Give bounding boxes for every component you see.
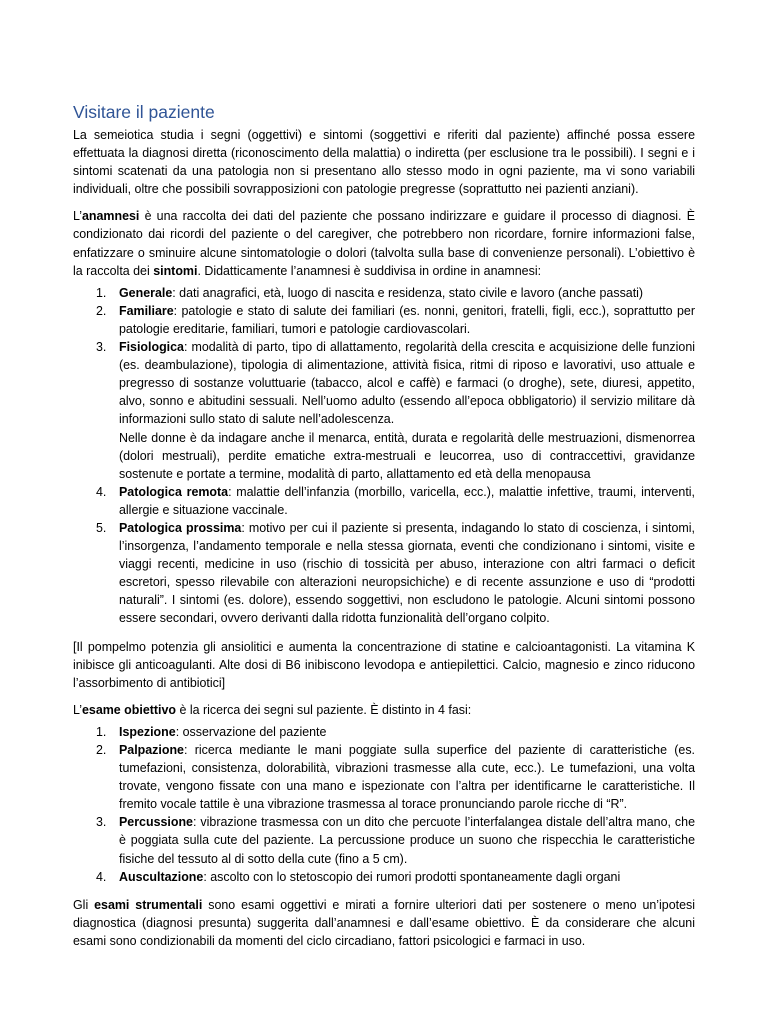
note-paragraph: [Il pompelmo potenzia gli ansiolitici e aumenta la concentrazione di statine e calcioantagonisti. La vitamina K inibisce gli anticoagulanti. Alte dosi di B6 inibiscono levodopa e antiepilettici. Calcio, magnesio e zinco riducono l’assorbimento di antibiotici] bbox=[73, 639, 695, 690]
list-item bbox=[73, 338, 695, 483]
list-item bbox=[73, 284, 695, 302]
list-number: 2. bbox=[96, 743, 107, 757]
anamnesi-mid: è una raccolta dei dati del paziente che possano indirizzare e guidare il processo di diagnosi. È condizionato dai ricordi del paziente o del caregiver, che potrebbero non ricordare, fornire informazioni false, enfatizzare o sminuire alcune sintomatologie o dolori (talvolta sulla base di convenienze personali). L’obiettivo è la raccolta dei bbox=[73, 209, 695, 278]
strumentali-paragraph bbox=[73, 896, 695, 950]
list-number: 4. bbox=[96, 869, 107, 884]
list-item bbox=[73, 519, 695, 628]
list-item bbox=[73, 483, 695, 519]
strumentali-post: sono esami oggettivi e mirati a fornire ulteriori dati per sostenere o meno un’ipotesi diagnostica (diagnosi presunta) suggerita dall’anamnesi e dall’esame obiettivo. È da considerare che alcuni esami sono condizionabili da momenti del ciclo circadiano, fattori psicologici e farmaci in uso. bbox=[73, 897, 695, 948]
list-text: : malattie dell’infanzia (morbillo, varicella, ecc.), malattie infettive, traumi, interventi, allergie e situazione vaccinale. bbox=[119, 484, 695, 517]
list-item bbox=[73, 741, 695, 813]
list-number: 1. bbox=[96, 285, 107, 300]
list-text: : patologie e stato di salute dei familiari (es. nonni, genitori, fratelli, figli, ecc.), soprattutto per patologie ereditarie, familiari, tumori e patologie cardiovascolari. bbox=[119, 303, 695, 336]
list-subparagraph: Nelle donne è da indagare anche il menarca, entità, durata e regolarità delle mestruazioni, dismenorrea (dolori mestruali), perdite ematiche extra-mestruali e leucorrea, uso di contraccettivi, gravidanze sostenute e portate a termine, modalità di parto, allattamento ed età della menopausa bbox=[119, 430, 695, 481]
list-text: : ascolto con lo stetoscopio dei rumori prodotti spontaneamente dagli organi bbox=[203, 869, 621, 884]
list-number: 2. bbox=[96, 303, 107, 318]
anamnesi-list bbox=[73, 284, 695, 628]
list-number: 3. bbox=[96, 340, 107, 355]
list-number: 5. bbox=[96, 520, 107, 535]
list-item bbox=[73, 302, 695, 338]
list-term: Familiare bbox=[119, 303, 174, 318]
anamnesi-term: anamnesi bbox=[82, 209, 140, 224]
list-term: Fisiologica bbox=[119, 340, 184, 355]
list-term: Patologica remota bbox=[119, 484, 229, 499]
list-text: : dati anagrafici, età, luogo di nascita e residenza, stato civile e lavoro (anche passati) bbox=[172, 285, 644, 300]
list-text: : vibrazione trasmessa con un dito che percuote l’interfalangea distale dell’altra mano, che è poggiata sulla cute del paziente. La percussione produce un suono che rispecchia le caratteristiche fisiche del tessuto al di sotto della cute (fino a 5 cm). bbox=[119, 815, 695, 866]
sintomi-term: sintomi bbox=[153, 263, 198, 278]
list-term: Patologica prossima bbox=[119, 520, 242, 535]
esame-pre: L’ bbox=[73, 702, 82, 717]
list-term: Generale bbox=[119, 285, 173, 300]
list-term: Palpazione bbox=[119, 743, 184, 757]
list-item bbox=[73, 813, 695, 867]
strumentali-term: esami strumentali bbox=[94, 897, 203, 912]
list-term: Auscultazione bbox=[119, 869, 204, 884]
anamnesi-post: . Didatticamente l’anamnesi è suddivisa in ordine in anamnesi: bbox=[197, 263, 542, 278]
list-text: : ricerca mediante le mani poggiate sulla superfice del paziente di caratteristiche (es. tumefazioni, consistenza, dolorabilità, vibrazioni trasmesse alla cute, ecc.). Le tumefazioni, una volta trovate, vengono fissate con una mano e ispezionate con l’altra per identificarne le caratteristiche. Il fremito vocale tattile è una vibrazione trasmessa al torace pronunciando parole ricche di “R”. bbox=[119, 743, 695, 812]
anamnesi-pre: L’ bbox=[73, 209, 82, 224]
page-title: Visitare il paziente bbox=[73, 102, 215, 122]
list-text: : osservazione del paziente bbox=[175, 724, 327, 739]
list-text: : motivo per cui il paziente si presenta, indagando lo stato di coscienza, i sintomi, l’insorgenza, l’andamento temporale e nella stessa giornata, eventi che condizionano i sintomi, visite e viaggi recenti, medicine in uso (rischio di tossicità per abuso, interazione con altri farmaci o deficit escretori, spesso rilevabile con alterazioni neuropsichiche) e di recente assunzione e uso di “prodotti naturali”. I sintomi (es. dolore), essendo soggettivi, non escludono le patologie. Alcuni sintomi possono essere secondari, ovvero derivanti dalla ridotta funzionalità dell’organo colpito. bbox=[119, 520, 695, 626]
list-text: : modalità di parto, tipo di allattamento, regolarità della crescita e acquisizione delle funzioni (es. deambulazione), tipologia di alimentazione, attività fisica, ritmi di riposo e lavorativi, uso attuale e pregresso di sostanze voluttuarie (tabacco, alcol e caffè) e farmaci (o droghe), sete, diuresi, appetito, alvo, sonno e abitudini sessuali. Nell’uomo adulto (essendo all’epoca obbligatorio) il servizio militare dà informazioni sullo stato di salute nell’adolescenza. bbox=[119, 340, 695, 427]
esame-list bbox=[73, 723, 695, 886]
list-item bbox=[73, 723, 695, 741]
list-number: 3. bbox=[96, 815, 107, 830]
esame-paragraph bbox=[73, 701, 695, 719]
list-number: 4. bbox=[96, 484, 107, 499]
list-item bbox=[73, 868, 695, 886]
list-term: Percussione bbox=[119, 815, 193, 830]
strumentali-pre: Gli bbox=[73, 897, 95, 912]
anamnesi-paragraph bbox=[73, 207, 695, 279]
intro-paragraph: La semeiotica studia i segni (oggettivi) e sintomi (soggettivi e riferiti dal paziente) affinché possa essere effettuata la diagnosi diretta (riconoscimento della malattia) o indiretta (per esclusione tra le possibili). I segni e i sintomi scatenati da una patologia non si presentano allo stesso modo in ogni paziente, ma vi sono variabili individuali, oltre che possibili sovrapposizioni con patologie pregresse (soprattutto nei pazienti anziani). bbox=[73, 128, 695, 197]
list-term: Ispezione bbox=[119, 724, 176, 739]
esame-post: è la ricerca dei segni sul paziente. È distinto in 4 fasi: bbox=[176, 702, 472, 717]
esame-term: esame obiettivo bbox=[82, 702, 177, 717]
list-number: 1. bbox=[96, 724, 107, 739]
document-page bbox=[73, 100, 695, 950]
